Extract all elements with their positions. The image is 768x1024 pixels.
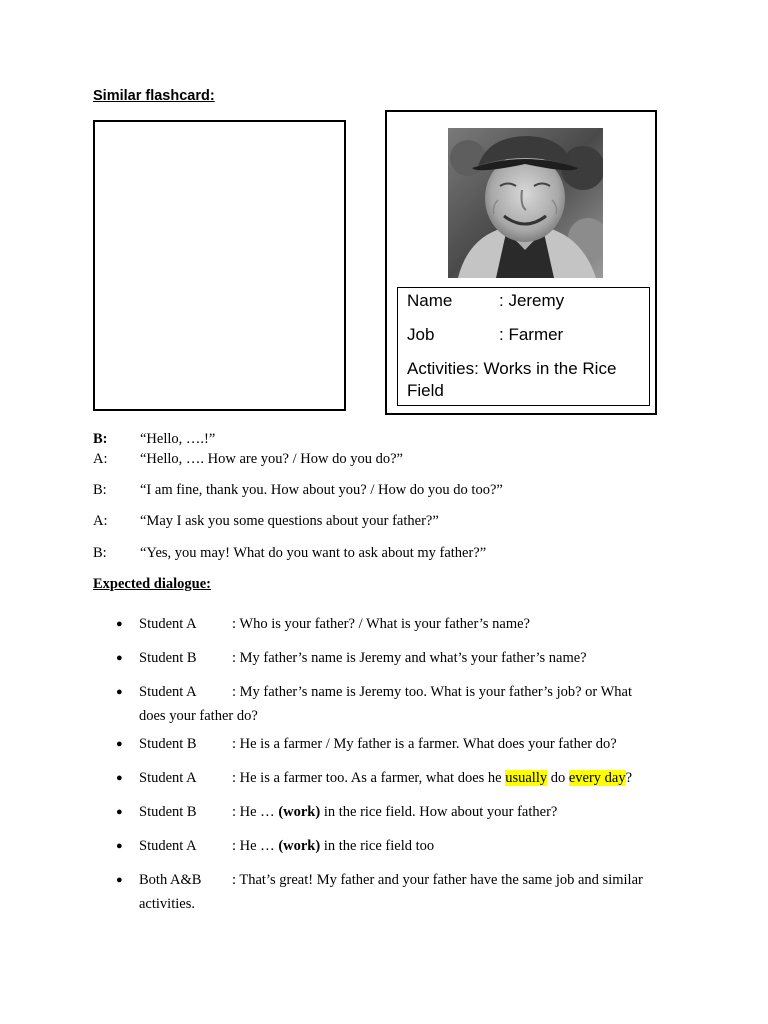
expected-dialogue-title: Expected dialogue: [93, 576, 212, 592]
utterance-part: do [547, 770, 569, 786]
farmer-photo [448, 128, 603, 278]
verb-prompt: (work) [278, 838, 321, 854]
student-label: Student B [139, 736, 197, 752]
bullet: ● [116, 874, 123, 886]
speaker-label: B: [93, 545, 107, 561]
utterance [232, 800, 557, 824]
student-label: Student B [139, 650, 197, 666]
bullet: ● [116, 618, 123, 630]
bullet: ● [116, 652, 123, 664]
student-label: Student B [139, 804, 197, 820]
utterance-part: : He is a farmer too. As a farmer, what does he [232, 770, 506, 786]
job-value: : Farmer [499, 325, 564, 344]
utterance-part: : He … [232, 838, 279, 854]
flashcard-info-box [397, 287, 650, 406]
name-value: : Jeremy [499, 291, 565, 310]
speaker-label: B: [93, 482, 107, 498]
verb-prompt: (work) [278, 804, 321, 820]
speaker-label: B: [93, 431, 108, 447]
dialogue-text: “Hello, …. How are you? / How do you do?” [140, 451, 403, 467]
student-label: Student A [139, 616, 197, 632]
utterance [232, 834, 434, 858]
dialogue-text: “Hello, ….!” [140, 431, 216, 447]
utterance: : That’s great! My father and your father have the same job and similar [232, 872, 643, 888]
utterance [232, 766, 632, 790]
blank-flashcard [93, 120, 346, 411]
student-label: Student A [139, 770, 197, 786]
flashcard [385, 110, 657, 415]
dialogue-text: “I am fine, thank you. How about you? / How do you do too?” [140, 482, 503, 498]
utterance-part: : He … [232, 804, 279, 820]
utterance-part: in the rice field too [320, 838, 435, 854]
utterance: : My father’s name is Jeremy too. What is your father’s job? or What [232, 684, 632, 700]
bullet: ● [116, 686, 123, 698]
job-label: Job [407, 325, 435, 344]
bullet: ● [116, 840, 123, 852]
dialogue-text: “May I ask you some questions about your father?” [140, 513, 439, 529]
bullet: ● [116, 772, 123, 784]
speaker-label: A: [93, 451, 108, 467]
activities-text: Activities: Works in the Rice Field [407, 359, 617, 400]
utterance-part: in the rice field. How about your father? [320, 804, 558, 820]
student-label: Student A [139, 838, 197, 854]
student-label: Both A&B [139, 872, 202, 888]
name-label: Name [407, 291, 453, 310]
utterance: : Who is your father? / What is your father’s name? [232, 616, 530, 632]
utterance: : My father’s name is Jeremy and what’s your father’s name? [232, 650, 587, 666]
utterance-part: ? [625, 770, 633, 786]
utterance-continued: activities. [139, 896, 195, 912]
dialogue-text: “Yes, you may! What do you want to ask about my father?” [140, 545, 487, 561]
utterance: : He is a farmer / My father is a farmer. What does your father do? [232, 736, 617, 752]
bullet: ● [116, 806, 123, 818]
student-label: Student A [139, 684, 197, 700]
highlighted-word: usually [505, 770, 548, 786]
section-title: Similar flashcard: [93, 88, 215, 104]
speaker-label: A: [93, 513, 108, 529]
utterance-continued: does your father do? [139, 708, 258, 724]
highlighted-word: every day [568, 770, 626, 786]
bullet: ● [116, 738, 123, 750]
